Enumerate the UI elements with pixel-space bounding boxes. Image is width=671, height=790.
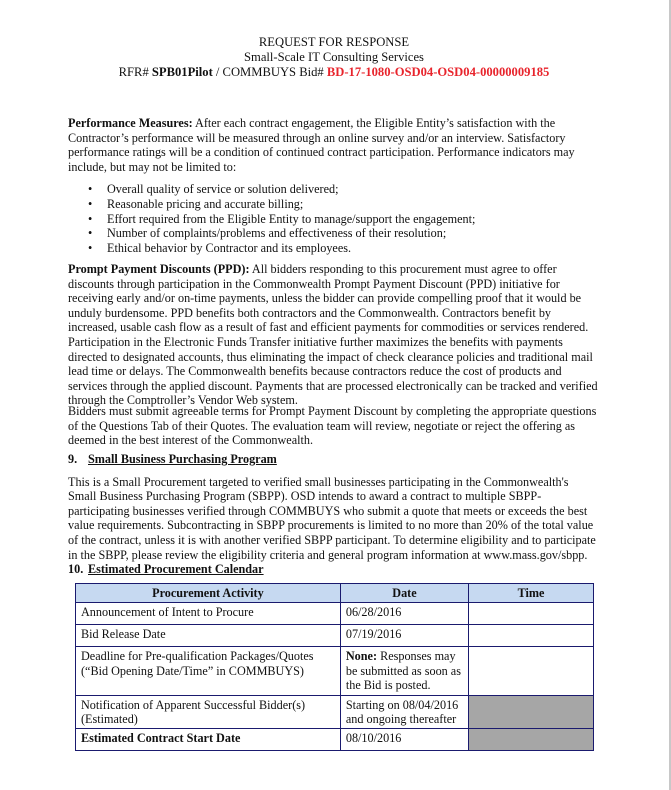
- list-item: [68, 197, 600, 212]
- list-item: [68, 241, 600, 256]
- section-9-heading: [68, 452, 600, 467]
- table-row: [76, 625, 594, 647]
- column-header-time: Time: [469, 584, 594, 603]
- rfr-prefix: RFR#: [118, 65, 152, 79]
- bid-prefix: / COMMBUYS Bid#: [212, 65, 327, 79]
- date-cell: 06/28/2016: [340, 603, 468, 625]
- ppd-paragraph: [68, 262, 600, 408]
- time-cell: [469, 647, 594, 695]
- activity-cell: Estimated Contract Start Date: [76, 729, 341, 751]
- bullet-icon: •: [88, 182, 93, 197]
- section-10-heading-text: [68, 562, 600, 577]
- list-item-text: Effort required from the Eligible Entity to manage/support the engagement;: [107, 211, 476, 226]
- bid-id: BD-17-1080-OSD04-OSD04-00000009185: [326, 65, 550, 79]
- date-cell: 07/19/2016: [340, 625, 468, 647]
- list-item: [68, 226, 600, 241]
- column-header-activity: Procurement Activity: [76, 584, 341, 603]
- ppd-text: All bidders responding to this procurement must agree to offer discounts through participation in the Commonwealth Prompt Payment Discount (PPD) initiative for receiving early and/or on-time payments, unless the bidder can provide compelling proof that it would be unduly burdensome. PPD benefits both contractors and the Commonwealth. Contractors benefit by increased, usable cash flow as a result of fast and efficient payments for commodities or services rendered. Participation in the Electronic Funds Transfer initiative further maximizes the benefits with payments directed to designated accounts, thus eliminating the impact of check clearance policies and traditional mail lead time or delays. The Commonwealth benefits because contractors reduce the cost of products and services through the applied discount. Payments that are processed electronically can be tracked and verified through the Comptroller’s Vendor Web system.: [68, 262, 598, 408]
- bullet-icon: •: [88, 196, 93, 211]
- performance-measures-text: After each contract engagement, the Eligible Entity’s satisfaction with the Contractor’s performance will be measured through an online survey and/or an interview. Satisfactory performance ratings will be a condition of continued contract participation. Performance indicators may include, but may not be limited to:: [68, 116, 575, 174]
- section-9: [68, 452, 600, 562]
- performance-measures-lead: Performance Measures:: [68, 116, 193, 130]
- performance-measures-section: [68, 116, 600, 255]
- table-header-row: [76, 584, 594, 603]
- time-cell-shaded: [469, 729, 594, 751]
- ppd-followup-paragraph: Bidders must submit agreeable terms for Prompt Payment Discount by completing the appropriate questions of the Questions Tab of their Quotes. The evaluation team will review, negotiate or reject the offering as deemed in the best interest of the Commonwealth.: [68, 404, 597, 448]
- list-item: [68, 212, 600, 227]
- section-9-paragraph: This is a Small Procurement targeted to verified small businesses participating in the Commonwealth's Small Business Purchasing Program (SBPP). OSD intends to award a contract to multiple SBPP-participating businesses verified through COMMBUYS who submit a quote that meets or exceeds the best value requirements. Subcontracting in SBPP procurements is limited to no more than 20% of the total value of the contract, unless it is with another verified SBPP participant. To determine eligibility and to participate in the SBPP, please review the eligibility criteria and general program information at www.mass.gov/sbpp.: [68, 474, 596, 562]
- section-9-title: Small Business Purchasing Program: [88, 452, 277, 466]
- bullet-icon: •: [88, 226, 93, 241]
- performance-measures-paragraph: [68, 116, 600, 174]
- list-item-text: Overall quality of service or solution delivered;: [107, 182, 339, 197]
- date-cell-lead: None:: [345, 649, 378, 664]
- document-subtitle: Small-Scale IT Consulting Services: [244, 50, 424, 64]
- time-cell: [469, 625, 594, 647]
- date-cell-text: Responses may be submitted as soon as the Bid is posted.: [345, 649, 461, 693]
- document-ids: [68, 65, 600, 80]
- time-cell-shaded: [469, 695, 594, 729]
- bullet-icon: •: [88, 240, 93, 255]
- table-row: [76, 647, 594, 695]
- bullet-icon: •: [88, 211, 93, 226]
- list-item-text: Ethical behavior by Contractor and its employees.: [107, 240, 352, 255]
- column-header-date: Date: [340, 584, 468, 603]
- date-cell: [340, 647, 468, 695]
- section-10-title: Estimated Procurement Calendar: [88, 562, 264, 576]
- ppd-lead: Prompt Payment Discounts (PPD):: [68, 262, 250, 276]
- activity-cell: Notification of Apparent Successful Bidder(s) (Estimated): [76, 695, 341, 729]
- table-row: [76, 603, 594, 625]
- procurement-calendar-table: [75, 583, 594, 751]
- activity-cell: Bid Release Date: [76, 625, 341, 647]
- performance-indicators-list: [68, 182, 600, 255]
- section-10-heading: [68, 562, 600, 577]
- table-row: [76, 729, 594, 751]
- date-cell: 08/10/2016: [340, 729, 468, 751]
- table-row: [76, 695, 594, 729]
- activity-cell: Announcement of Intent to Procure: [76, 603, 341, 625]
- rfr-id: SPB01Pilot: [151, 65, 213, 79]
- section-10-number: 10.: [68, 562, 84, 576]
- list-item: [68, 182, 600, 197]
- ppd-section: [68, 262, 600, 408]
- time-cell: [469, 603, 594, 625]
- activity-cell: Deadline for Pre-qualification Packages/Quotes (“Bid Opening Date/Time” in COMMBUYS): [76, 647, 341, 695]
- list-item-text: Number of complaints/problems and effectiveness of their resolution;: [107, 226, 447, 241]
- section-9-number: 9.: [68, 452, 78, 466]
- document-header: [68, 35, 600, 80]
- date-cell: Starting on 08/04/2016 and ongoing thereafter: [340, 695, 468, 729]
- list-item-text: Reasonable pricing and accurate billing;: [107, 196, 304, 211]
- document-title: REQUEST FOR RESPONSE: [258, 35, 410, 49]
- ppd-followup-section: [68, 404, 600, 448]
